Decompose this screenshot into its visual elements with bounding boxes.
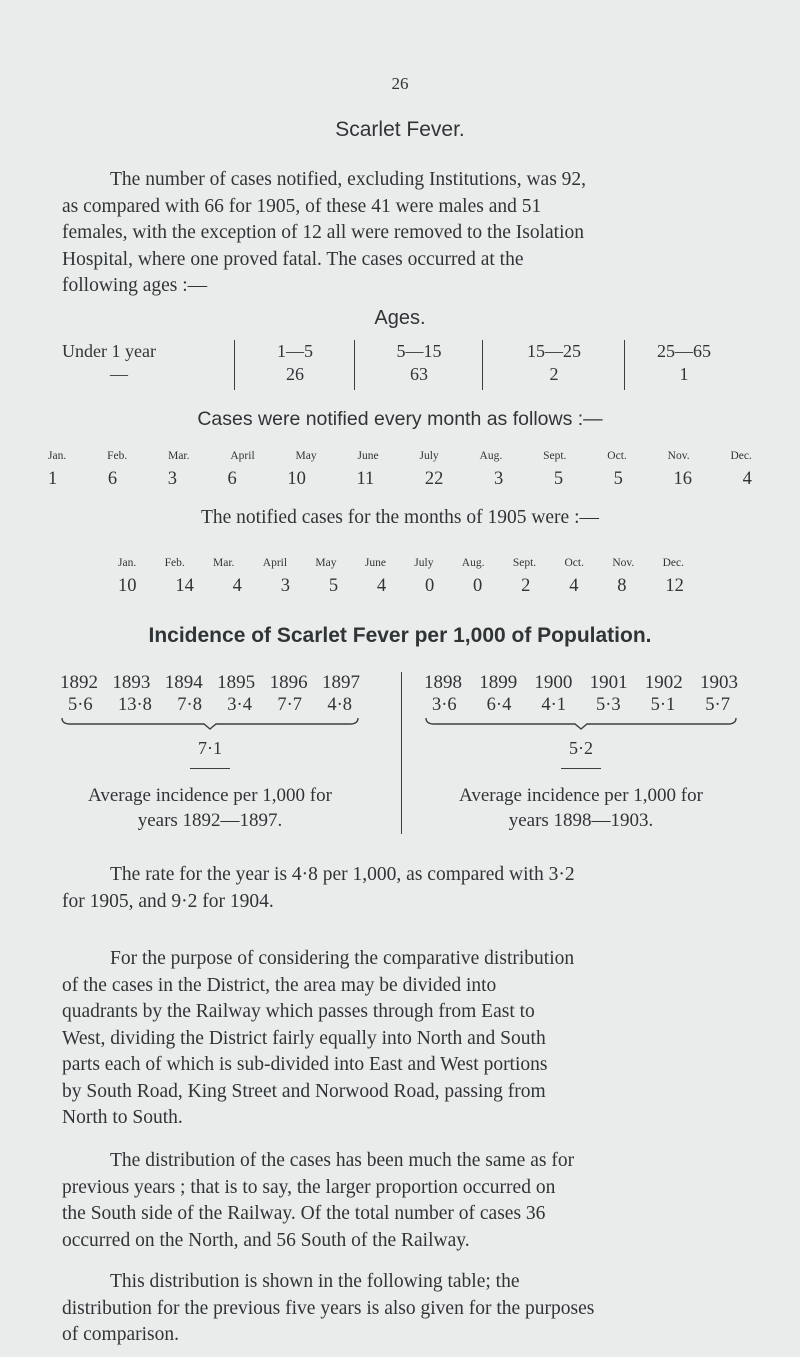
month-label: July	[419, 450, 439, 462]
year-label: 1892	[60, 672, 98, 693]
incidence-value: 6·4	[486, 695, 512, 715]
month-label: Nov.	[667, 450, 690, 462]
age-value: —	[110, 364, 128, 384]
incidence-value: 7·8	[177, 695, 202, 715]
age-header: 5—15	[396, 341, 442, 361]
age-value: 1	[679, 364, 689, 384]
incidence-value: 4·1	[541, 695, 566, 715]
month-value: 3	[280, 576, 290, 596]
month-label: Sept.	[512, 557, 537, 569]
text-line: This distribution is shown in the following table; the	[110, 1271, 520, 1292]
brace-bracket	[424, 716, 738, 730]
incidence-value: 4·8	[327, 695, 352, 715]
year-label: 1901	[589, 672, 628, 693]
intro-paragraph	[62, 167, 740, 300]
incidence-value: 5·7	[705, 695, 730, 715]
year-label: 1895	[217, 672, 256, 693]
year-label: 1898	[424, 672, 462, 693]
month-label: Feb.	[107, 450, 128, 462]
month-value: 10	[118, 576, 137, 596]
rate-paragraph	[62, 862, 740, 915]
text-line: females, with the exception of 12 all were removed to the Isolation	[62, 222, 584, 243]
age-value: 2	[549, 364, 559, 384]
month-label: July	[414, 557, 434, 569]
text-line: The number of cases notified, excluding Institutions, was 92,	[110, 169, 587, 190]
brace-bracket	[60, 716, 360, 730]
section-title: Scarlet Fever.	[335, 118, 465, 141]
age-column	[62, 340, 234, 390]
ages-table	[62, 340, 742, 390]
month-value: 5	[328, 576, 339, 596]
text-line: The distribution of the cases has been much the same as for	[110, 1150, 575, 1171]
incidence-right-block	[424, 672, 738, 833]
month-value: 0	[424, 576, 435, 596]
text-line: for 1905, and 9·2 for 1904.	[62, 890, 274, 912]
average-value: 7·1	[198, 738, 222, 758]
month-label: Jan.	[48, 450, 67, 462]
month-value: 4	[232, 576, 242, 596]
text-line: quadrants by the Railway which passes through from East to	[62, 1001, 535, 1022]
months-1905-value-row	[118, 576, 684, 597]
month-value: 22	[424, 469, 444, 489]
month-label: Mar.	[168, 450, 190, 462]
text-line: Hospital, where one proved fatal. The cases occurred at the	[62, 248, 524, 270]
month-value: 5	[553, 469, 564, 489]
month-value: 2	[521, 576, 531, 596]
caption-line: Average incidence per 1,000 for	[459, 785, 703, 806]
year-label: 1896	[269, 672, 308, 693]
text-line: For the purpose of considering the comparative distribution	[110, 948, 575, 969]
text-line: by South Road, King Street and Norwood Road, passing from	[62, 1080, 546, 1102]
month-value: 11	[356, 469, 375, 489]
incidence-value: 3·6	[432, 695, 457, 715]
year-label: 1894	[164, 672, 203, 693]
month-label: Oct.	[607, 450, 627, 462]
caption-line: years 1898—1903.	[508, 810, 654, 831]
age-value: 26	[286, 364, 304, 384]
quadrant-paragraph	[62, 946, 740, 1132]
average-caption	[424, 783, 738, 833]
month-value: 4	[376, 576, 387, 596]
ages-title: Ages.	[374, 307, 426, 329]
month-value: 16	[673, 469, 693, 489]
month-value: 0	[473, 576, 483, 596]
month-label: Oct.	[564, 557, 584, 569]
age-column	[624, 340, 743, 390]
month-label: May	[315, 557, 337, 569]
month-value: 6	[227, 469, 237, 489]
month-value: 3	[493, 469, 504, 489]
incidence-value: 5·6	[68, 695, 93, 715]
year-label: 1903	[699, 672, 738, 693]
text-line: previous years ; that is to say, the larger proportion occurred on	[62, 1176, 556, 1198]
month-label: Jan.	[118, 557, 137, 569]
months-1906-header-row	[48, 450, 752, 462]
values-row	[60, 695, 360, 716]
month-value: 10	[287, 469, 306, 489]
incidence-value: 5·3	[595, 695, 621, 715]
incidence-value: 13·8	[118, 695, 152, 715]
text-line: the South side of the Railway. Of the total number of cases 36	[62, 1203, 546, 1224]
age-header: Under 1 year	[62, 341, 156, 361]
page-number: 26	[391, 74, 409, 93]
months-1906-sentence: Cases were notified every month as follows :—	[197, 408, 603, 430]
month-label: Aug.	[479, 450, 503, 462]
month-value: 6	[107, 469, 118, 489]
year-label: 1897	[321, 672, 360, 693]
text-line: The rate for the year is 4·8 per 1,000, as compared with 3·2	[110, 864, 575, 885]
incidence-left-block	[60, 672, 360, 833]
month-label: Nov.	[612, 557, 635, 569]
year-label: 1902	[644, 672, 683, 693]
incidence-value: 7·7	[277, 695, 302, 715]
month-value: 3	[167, 469, 177, 489]
month-label: Mar.	[213, 557, 235, 569]
year-label: 1900	[534, 672, 573, 693]
month-label: Aug.	[461, 557, 485, 569]
age-column	[354, 340, 483, 390]
age-header: 1—5	[277, 341, 313, 361]
month-value: 1	[48, 469, 58, 489]
caption-line: years 1892—1897.	[137, 810, 283, 831]
text-line: North to South.	[62, 1107, 183, 1128]
month-label: April	[230, 450, 255, 462]
short-rule	[190, 768, 230, 769]
month-label: Dec.	[730, 450, 752, 462]
month-label: May	[295, 450, 317, 462]
month-value: 4	[742, 469, 752, 489]
age-header: 25—65	[657, 341, 711, 361]
month-value: 4	[569, 576, 579, 596]
month-value: 5	[613, 469, 623, 489]
distribution-paragraph	[62, 1148, 740, 1254]
table-intro-paragraph	[62, 1269, 740, 1349]
month-value: 14	[175, 576, 194, 596]
months-1906-value-row	[48, 469, 752, 490]
month-value: 12	[665, 576, 684, 596]
text-line: following ages :—	[62, 275, 208, 296]
years-row	[424, 672, 738, 694]
incidence-value: 3·4	[227, 695, 252, 715]
month-value: 8	[617, 576, 627, 596]
month-label: Dec.	[662, 557, 684, 569]
incidence-title: Incidence of Scarlet Fever per 1,000 of Population.	[148, 624, 652, 647]
age-value: 63	[410, 364, 428, 384]
year-label: 1899	[479, 672, 518, 693]
short-rule	[561, 768, 601, 769]
values-row	[424, 695, 738, 716]
month-label: April	[262, 557, 288, 569]
incidence-value: 5·1	[650, 695, 676, 715]
average-value: 5·2	[569, 738, 593, 758]
text-line: distribution for the previous five years is also given for the purposes	[62, 1297, 595, 1319]
month-label: Feb.	[164, 557, 185, 569]
years-row	[60, 672, 360, 694]
text-line: as compared with 66 for 1905, of these 41 were males and 51	[62, 195, 542, 217]
age-column	[482, 340, 625, 390]
text-line: occurred on the North, and 56 South of the Railway.	[62, 1229, 470, 1251]
text-line: of comparison.	[62, 1324, 179, 1345]
text-line: parts each of which is sub-divided into East and West portions	[62, 1054, 548, 1075]
months-1905-header-row	[118, 557, 684, 569]
average-caption	[50, 783, 370, 833]
month-label: June	[364, 557, 386, 569]
age-header: 15—25	[527, 341, 581, 361]
incidence-divider	[401, 672, 402, 834]
text-line: West, dividing the District fairly equally into North and South	[62, 1027, 546, 1049]
age-column	[234, 340, 355, 390]
months-1905-sentence: The notified cases for the months of 1905 were :—	[200, 507, 600, 528]
month-label: Sept.	[543, 450, 567, 462]
caption-line: Average incidence per 1,000 for	[88, 785, 332, 806]
year-label: 1893	[112, 672, 151, 693]
month-label: June	[357, 450, 379, 462]
text-line: of the cases in the District, the area may be divided into	[62, 974, 497, 996]
